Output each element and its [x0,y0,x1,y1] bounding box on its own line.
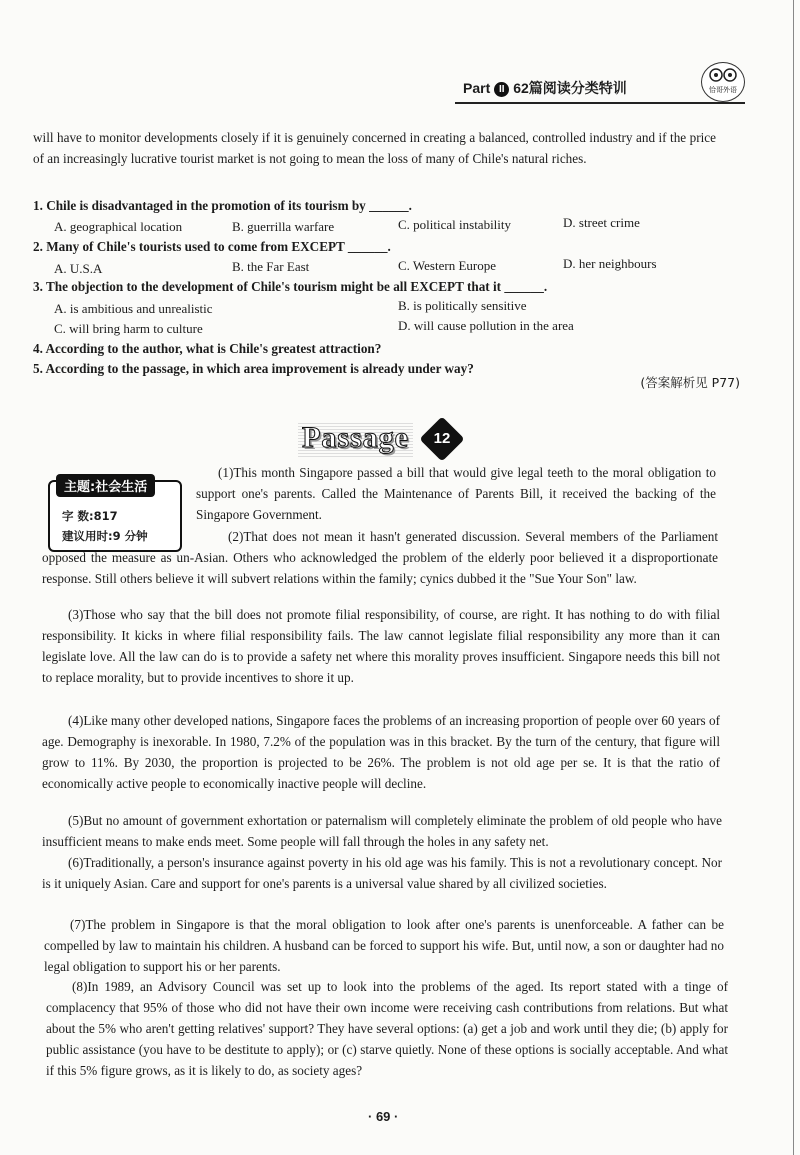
header-part-number: II [494,82,509,97]
passage-number-badge [419,416,464,461]
topic-label: 主题:社会生活 [56,474,155,497]
previous-passage-ending: will have to monitor developments closely if it is genuinely concerned in creating a balanced, controlled industry and if the price of an increasingly lucrative tourist market is not going to mean the loss of many of Chile's natural riches. [33,130,716,166]
paragraph-2: (2)That does not mean it hasn't generated discussion. Several members of the Parliament opposed the measure as un-Asian. Others who acknowledged the problem of the elderly poor believed it a disproportionate response. Still others believe it will subvert relations within the family; cynics dubbed it the "Sue Your Son" law. [42,529,718,586]
page-number: · 69 · [368,1109,399,1124]
paragraph-8: (8)In 1989, an Advisory Council was set up to look into the problems of the aged. Its report stated with a tinge of complacency that 95% of those who did not have their own income were receiving cash contributions from relations. But what about the 5% who aren't getting relatives' support? They have several options: (a) get a job and work until they die; (b) apply for public assistance (you have to be destitute to apply); or (c) starve quietly. None of these options is socially acceptable. And what if this 5% figure grows, as it is likely to do, as society ages? [46,979,728,1078]
q3-option-a: A. is ambitious and unrealistic [54,301,213,316]
header-series-title: 62篇阅读分类特训 [513,80,627,96]
paragraph-7: (7)The problem in Singapore is that the moral obligation to look after one's parents is unenforceable. A father can be compelled by law to maintain his children. A husband can be forced to support his wife. But, until now, a son or daughter had no legal obligation to support his or her parents. [44,917,724,974]
header-part: Part [463,80,491,96]
paragraph-5: (5)But no amount of government exhortation or paternalism will completely eliminate the problem of old people who have insufficient means to make ends meet. Some people will fall through the holes in any safety net. [42,813,722,849]
question-5: 5. According to the passage, in which area improvement is already under way? [33,361,474,376]
q2-option-c: C. Western Europe [398,258,496,273]
question-2: 2. Many of Chile's tourists used to come from EXCEPT ______. [33,239,391,254]
passage-number: 12 [433,430,451,447]
answer-reference: (答案解析见 P77) [640,375,740,390]
q2-option-d: D. her neighbours [563,256,657,271]
paragraph-6: (6)Traditionally, a person's insurance against poverty in his old age was his family. This is not a revolutionary concept. Nor is it uniquely Asian. Care and support for one's parents is a universal value shared by all civilized societies. [42,855,722,891]
header-title [463,78,627,98]
suggested-time: 建议用时:9 分钟 [62,529,148,543]
page-edge-line [793,0,794,1155]
question-4: 4. According to the author, what is Chile's greatest attraction? [33,341,382,356]
q1-option-b: B. guerrilla warfare [232,219,335,234]
question-3: 3. The objection to the development of Chile's tourism might be all EXCEPT that it ______. [33,279,548,294]
running-header [455,72,745,104]
publisher-logo [701,62,745,102]
word-count: 字 数:817 [62,509,118,523]
q2-option-a: A. U.S.A [54,261,103,276]
q3-option-c: C. will bring harm to culture [54,321,203,336]
q3-option-d: D. will cause pollution in the area [398,318,574,333]
frog-icon [702,63,744,87]
paragraph-4: (4)Like many other developed nations, Singapore faces the problems of an increasing proportion of people over 60 years of age. Demography is inexorable. In 1980, 7.2% of the population was in this bracket. By the turn of the century, that figure will grow to 11%. By 2030, the proportion is projected to be 26%. The problem is not old age per se. It is that the ratio of economically active people to economically inactive people will decline. [42,713,720,791]
q3-option-b: B. is politically sensitive [398,298,527,313]
question-1: 1. Chile is disadvantaged in the promotion of its tourism by ______. [33,198,412,213]
paragraph-3: (3)Those who say that the bill does not promote filial responsibility, of course, are right. It has nothing to do with filial responsibility. It kicks in where filial responsibility fails. The law cannot legislate filial responsibility any more than it can legislate love. All the law can do is to provide a safety net where this morality proves insufficient. Singapore needs this bill not to replace morality, but to provide incentives to shore it up. [42,607,720,685]
q2-option-b: B. the Far East [232,259,310,274]
passage-title: Passage [298,421,413,457]
q1-option-a: A. geographical location [54,219,183,234]
logo-text: 恰哥外语 [709,86,737,94]
q1-option-c: C. political instability [398,217,512,232]
paragraph-1: (1)This month Singapore passed a bill that would give legal teeth to the moral obligation to support one's parents. Called the Maintenance of Parents Bill, it received the backing of the Singapore Government. [196,465,716,522]
q1-option-d: D. street crime [563,215,640,230]
